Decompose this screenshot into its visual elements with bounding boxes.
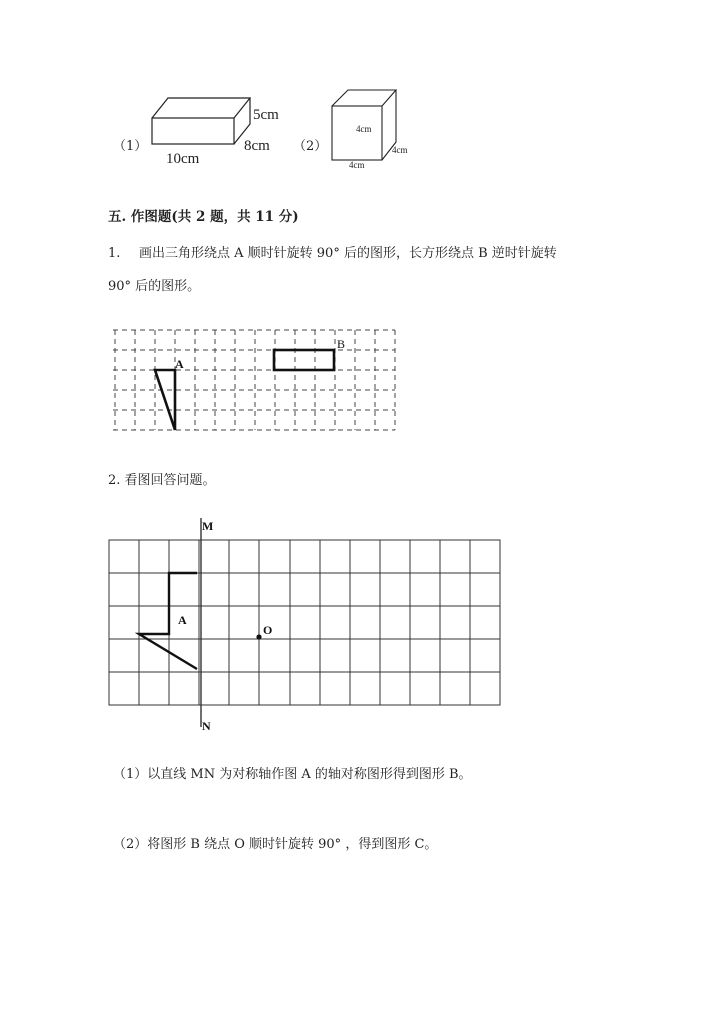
q2-sub-question-2: （2）将图形 B 绕点 O 顺时针旋转 90° ，得到图形 C。 bbox=[113, 837, 438, 852]
q1-point-b-label: B bbox=[337, 337, 346, 351]
point-o-dot bbox=[256, 634, 261, 639]
q1-rectangle bbox=[274, 350, 334, 370]
cuboid-figure bbox=[140, 88, 310, 172]
label-a: A bbox=[178, 613, 187, 627]
cube-side-label: 4cm bbox=[392, 145, 408, 155]
q1-text-line1: 画出三角形绕点 A 顺时针旋转 90° 后的图形，长方形绕点 B 逆时针旋转 bbox=[139, 246, 557, 261]
cuboid-index: （1） bbox=[113, 139, 148, 154]
label-o: O bbox=[263, 623, 273, 637]
cube-index: （2） bbox=[293, 139, 328, 154]
section-title: 五. 作图题(共 2 题，共 11 分) bbox=[108, 209, 299, 225]
label-m: M bbox=[202, 519, 214, 533]
label-n: N bbox=[202, 719, 211, 733]
cuboid-depth-label: 8cm bbox=[244, 138, 270, 154]
q1-triangle bbox=[155, 370, 175, 430]
q1-number: 1. bbox=[108, 246, 121, 261]
cuboid-height-label: 5cm bbox=[253, 107, 279, 123]
q2-sub-question-1: （1）以直线 MN 为对称轴作图 A 的轴对称图形得到图形 B。 bbox=[113, 767, 472, 782]
cube-bottom-label: 4cm bbox=[349, 160, 365, 170]
cuboid-length-label: 10cm bbox=[166, 151, 200, 167]
figure-a-shape bbox=[139, 573, 197, 669]
cube-figure bbox=[326, 84, 426, 176]
q2-title: 2. 看图回答问题。 bbox=[108, 473, 216, 488]
q2-grid-figure bbox=[100, 514, 510, 736]
q1-dashed-grid bbox=[108, 325, 403, 437]
q1-text-line2: 90° 后的图形。 bbox=[108, 279, 201, 294]
cube-front-label: 4cm bbox=[356, 124, 372, 134]
q1-point-a-label: A bbox=[175, 357, 184, 371]
